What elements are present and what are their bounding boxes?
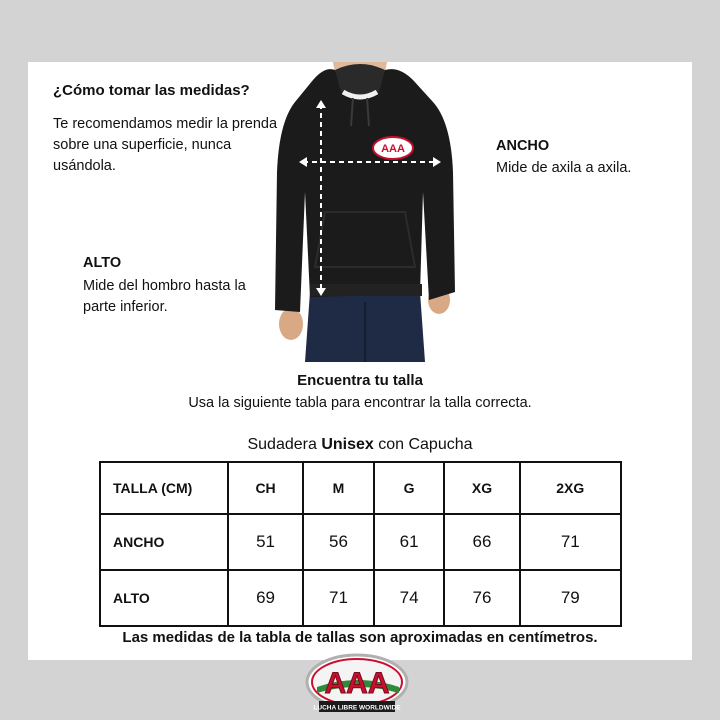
value-cell: 69 xyxy=(228,570,303,626)
value-cell: 66 xyxy=(444,514,519,570)
row-label-cell: ALTO xyxy=(100,570,228,626)
value-cell: 56 xyxy=(303,514,374,570)
value-cell: 74 xyxy=(374,570,445,626)
ancho-text: Mide de axila a axila. xyxy=(496,160,632,176)
value-cell: 79 xyxy=(520,570,621,626)
logo-letters: AAA xyxy=(324,667,390,700)
value-cell: 51 xyxy=(228,514,303,570)
alto-title: ALTO xyxy=(83,255,122,271)
size-table xyxy=(99,461,622,627)
hoodie-body xyxy=(275,69,455,312)
logo-tagline: LUCHA LIBRE WORLDWIDE xyxy=(313,704,401,712)
hoodie-model-illustration xyxy=(255,62,470,362)
header-size-cell: XG xyxy=(444,462,519,514)
header-label-cell: TALLA (CM) xyxy=(100,462,228,514)
aaa-logo-icon xyxy=(305,653,409,715)
model-hand-left xyxy=(279,308,303,340)
header-size-cell: G xyxy=(374,462,445,514)
find-size-subtitle: Usa la siguiente tabla para encontrar la talla correcta. xyxy=(188,395,532,411)
caption-bold: Unisex xyxy=(321,436,374,453)
row-label-cell: ANCHO xyxy=(100,514,228,570)
ancho-title: ANCHO xyxy=(496,138,550,154)
table-row xyxy=(100,514,621,570)
alto-text: Mide del hombro hasta la parte inferior. xyxy=(83,278,246,315)
header-size-cell: 2XG xyxy=(520,462,621,514)
find-size-title: Encuentra tu talla xyxy=(297,372,423,389)
value-cell: 71 xyxy=(520,514,621,570)
table-header-row xyxy=(100,462,621,514)
approximate-note: Las medidas de la tabla de tallas son aproximadas en centímetros. xyxy=(122,629,598,646)
header-size-cell: M xyxy=(303,462,374,514)
svg-text:AAA: AAA xyxy=(381,143,405,155)
howto-title: ¿Cómo tomar las medidas? xyxy=(53,82,250,99)
caption-prefix: Sudadera xyxy=(247,436,322,453)
value-cell: 61 xyxy=(374,514,445,570)
value-cell: 71 xyxy=(303,570,374,626)
table-caption xyxy=(0,436,720,454)
howto-text: Te recomendamos medir la prenda sobre una superficie, nunca usándola. xyxy=(53,116,278,174)
table-row xyxy=(100,570,621,626)
caption-suffix: con Capucha xyxy=(373,436,473,453)
header-size-cell: CH xyxy=(228,462,303,514)
value-cell: 76 xyxy=(444,570,519,626)
